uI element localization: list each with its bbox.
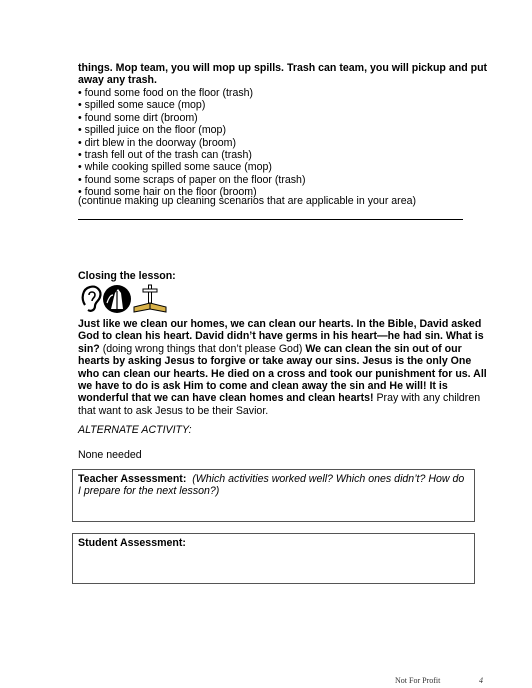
list-item: • found some scraps of paper on the floor (trash): [78, 173, 306, 186]
teacher-assessment-label: Teacher Assessment:: [78, 473, 187, 485]
closing-paragraph: [78, 318, 490, 417]
scenarios-note: (continue making up cleaning scenarios that are applicable in your area): [78, 195, 417, 207]
list-item: • found some dirt (broom): [78, 111, 198, 124]
list-item: • while cooking spilled some sauce (mop): [78, 161, 272, 174]
student-assessment-content: [73, 534, 474, 549]
closing-normal-1: (doing wrong things that don’t please God): [99, 342, 306, 355]
praying-hands-icon: [103, 285, 131, 313]
student-assessment-label: Student Assessment:: [78, 537, 186, 549]
closing-icons: [79, 283, 169, 315]
closing-bold-2: We can clean the sin out of our hearts by asking Jesus to forgive or take away our sins. Jesus is the only One who can clean our hearts. He died on a cross and took our punishment for us. All we have to do is ask Him to come and clean away the sin and He will! It is wonderful that we can have clean homes and clean hearts!: [78, 342, 487, 405]
list-item: • found some food on the floor (trash): [78, 87, 254, 99]
bible-cross-icon: [134, 285, 166, 312]
list-item: • spilled juice on the floor (mop): [78, 124, 226, 137]
list-item: • spilled some sauce (mop): [78, 99, 206, 112]
closing-icons-graphic: [79, 283, 169, 315]
list-item: • trash fell out of the trash can (trash): [78, 149, 252, 162]
student-assessment-box[interactable]: [72, 533, 475, 584]
scenario-list: [78, 87, 490, 199]
page-number: 4: [479, 676, 483, 685]
closing-normal-2: Pray with any children that want to ask Jesus to be their Savior.: [78, 392, 481, 417]
closing-heading: Closing the lesson:: [78, 270, 176, 282]
footer-text: Not For Profit: [395, 676, 441, 685]
list-item: • dirt blew in the doorway (broom): [78, 136, 236, 149]
closing-bold-1: Just like we clean our homes, we can clean our hearts. In the Bible, David asked God to clean his heart. David didn’t have germs in his heart—he had sin. What is sin?: [78, 318, 484, 355]
alternate-activity-body: None needed: [78, 449, 142, 461]
teacher-assessment-content: [73, 470, 474, 498]
teacher-assessment-box[interactable]: [72, 469, 475, 522]
section-divider: [78, 219, 463, 220]
ear-icon: [83, 287, 101, 311]
alternate-activity-heading: ALTERNATE ACTIVITY:: [78, 424, 192, 436]
list-item: • found some hair on the floor (broom): [78, 186, 257, 199]
intro-paragraph: things. Mop team, you will mop up spills. Trash can team, you will pickup and put away any trash.: [78, 62, 488, 87]
teacher-assessment-note: (Which activities worked well? Which ones didn’t? How do I prepare for the next lesson?): [78, 473, 465, 498]
